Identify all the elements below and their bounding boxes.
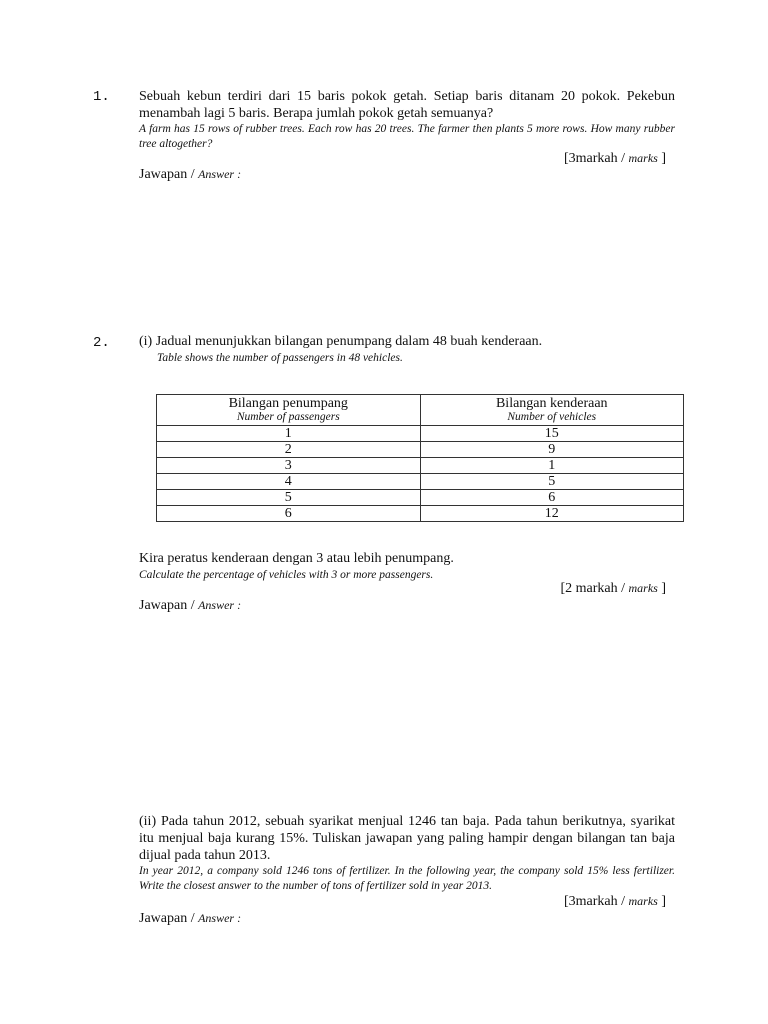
question-2-part-1-malay: (i) Jadual menunjukkan bilangan penumpang dalam 48 buah kenderaan. bbox=[139, 334, 543, 349]
table-cell: 6 bbox=[420, 490, 684, 506]
question-2-part-2-text bbox=[139, 813, 675, 894]
marks-label-en: marks bbox=[628, 151, 658, 165]
question-2-part-1-task-malay: Kira peratus kenderaan dengan 3 atau lebih penumpang. bbox=[139, 551, 454, 566]
table-cell: 5 bbox=[420, 474, 684, 490]
question-1-answer-label bbox=[139, 167, 241, 183]
table-header-passengers bbox=[157, 395, 421, 426]
question-2-part-1-english: Table shows the number of passengers in 48 vehicles. bbox=[157, 352, 403, 364]
answer-label-en: Answer : bbox=[198, 598, 242, 612]
table-row bbox=[157, 426, 684, 442]
question-2-part-1-marks bbox=[560, 581, 666, 597]
question-1-text bbox=[139, 88, 675, 152]
header-malay: Bilangan kenderaan bbox=[495, 396, 608, 411]
header-english: Number of passengers bbox=[236, 411, 340, 423]
marks-label: [3markah / bbox=[563, 151, 629, 166]
question-2-part-1-answer-label bbox=[139, 598, 241, 614]
marks-label: [2 markah / bbox=[560, 581, 629, 596]
question-2-part-2-english: In year 2012, a company sold 1246 tons of fertilizer. In the following year, the company sold 15% less fertilizer. Write the closest answer to the number of tons of fertilizer sold in year 2013. bbox=[139, 865, 675, 892]
table-cell: 1 bbox=[157, 426, 421, 442]
table-row bbox=[157, 442, 684, 458]
answer-label: Jawapan / bbox=[139, 167, 199, 182]
answer-label-en: Answer : bbox=[198, 167, 242, 181]
marks-label: [3markah / bbox=[563, 894, 629, 909]
table-cell: 12 bbox=[420, 506, 684, 522]
answer-label: Jawapan / bbox=[139, 598, 199, 613]
marks-close: ] bbox=[657, 894, 666, 909]
header-malay: Bilangan penumpang bbox=[228, 396, 348, 411]
table-cell: 5 bbox=[157, 490, 421, 506]
answer-label-en: Answer : bbox=[198, 911, 242, 925]
question-2-part-1-task-english: Calculate the percentage of vehicles with 3 or more passengers. bbox=[139, 569, 434, 581]
header-english: Number of vehicles bbox=[507, 411, 597, 423]
table-row bbox=[157, 490, 684, 506]
question-1-malay: Sebuah kebun terdiri dari 15 baris pokok getah. Setiap baris ditanam 20 pokok. Pekebun menambah lagi 5 baris. Berapa jumlah pokok getah semuanya? bbox=[139, 89, 675, 121]
table-cell: 6 bbox=[157, 506, 421, 522]
answer-label: Jawapan / bbox=[139, 911, 199, 926]
marks-close: ] bbox=[657, 581, 666, 596]
marks-label-en: marks bbox=[628, 581, 658, 595]
table-cell: 2 bbox=[157, 442, 421, 458]
table-row bbox=[157, 506, 684, 522]
table-cell: 15 bbox=[420, 426, 684, 442]
marks-close: ] bbox=[657, 151, 666, 166]
table-header-vehicles bbox=[420, 395, 684, 426]
table-cell: 1 bbox=[420, 458, 684, 474]
table-row bbox=[157, 458, 684, 474]
table-header-row bbox=[157, 395, 684, 426]
question-2-part-2-answer-label bbox=[139, 911, 241, 927]
table-row bbox=[157, 474, 684, 490]
question-1-number: 1. bbox=[93, 89, 110, 105]
question-2-number: 2. bbox=[93, 335, 110, 351]
marks-label-en: marks bbox=[628, 894, 658, 908]
passenger-table bbox=[156, 394, 684, 522]
question-2-part-2-marks bbox=[564, 894, 666, 910]
question-2-part-2-malay: (ii) Pada tahun 2012, sebuah syarikat menjual 1246 tan baja. Pada tahun berikutnya, syarikat itu menjual baja kurang 15%. Tuliskan jawapan yang paling hampir dengan bilangan tan baja dijual pada tahun 2013. bbox=[139, 814, 675, 863]
table-cell: 3 bbox=[157, 458, 421, 474]
question-1-english: A farm has 15 rows of rubber trees. Each row has 20 trees. The farmer then plants 5 more rows. How many rubber tree altogether? bbox=[139, 123, 675, 150]
question-1-marks bbox=[564, 151, 666, 167]
table-cell: 9 bbox=[420, 442, 684, 458]
table-cell: 4 bbox=[157, 474, 421, 490]
